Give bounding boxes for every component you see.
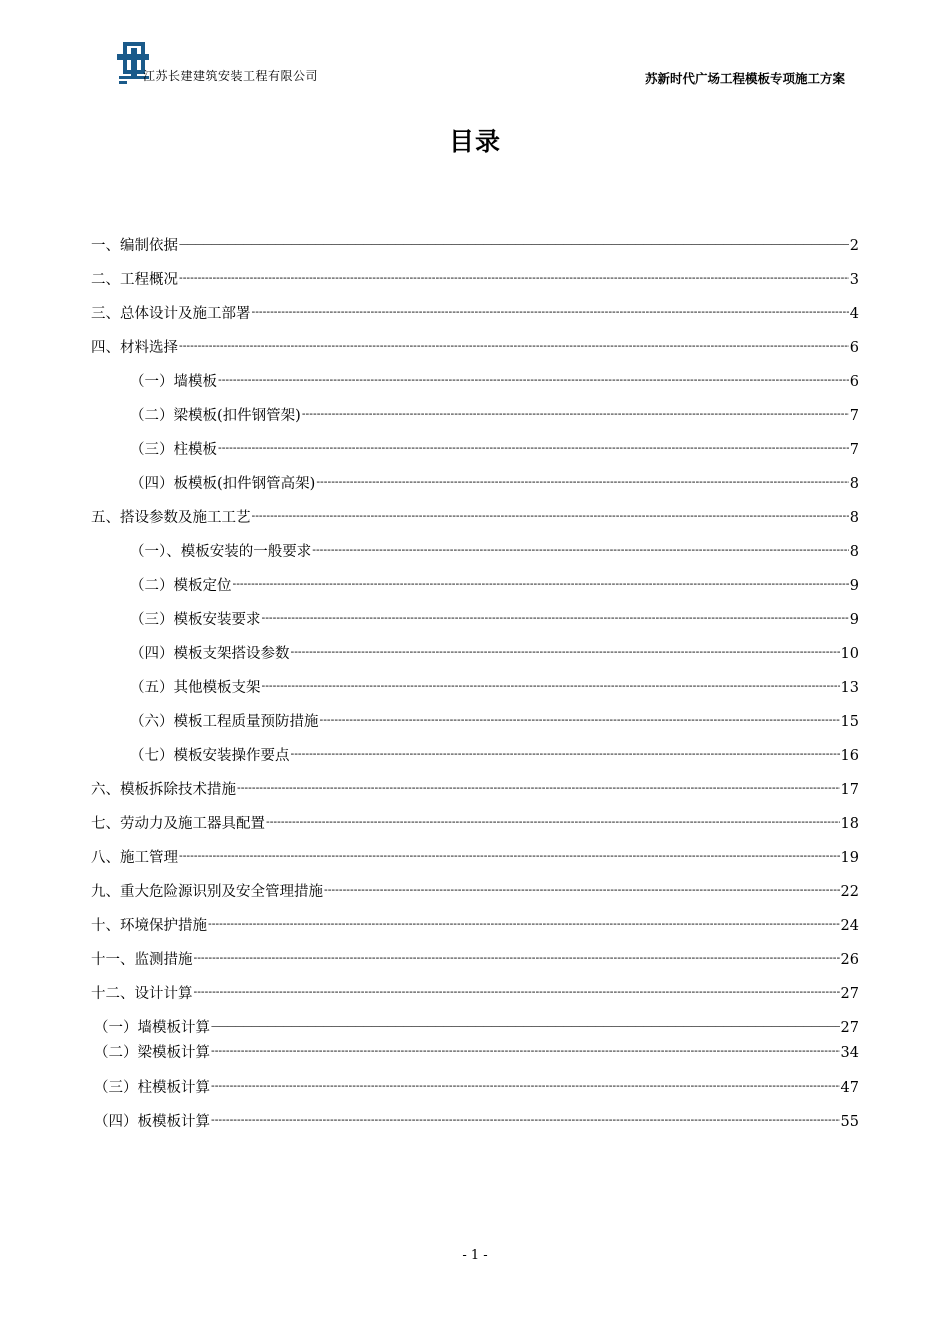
toc-entry-title: 一、编制依据 (91, 238, 178, 254)
toc-entry-page: 9 (849, 578, 859, 594)
toc-entry-page: 18 (840, 816, 859, 832)
toc-entry-page: 7 (849, 408, 859, 424)
toc-entry[interactable] (130, 678, 859, 698)
toc-leader (211, 1110, 840, 1130)
toc-entry-page: 13 (840, 680, 859, 696)
toc-leader (324, 880, 840, 900)
toc-entry[interactable] (91, 508, 859, 528)
toc-entry-page: 17 (840, 782, 859, 798)
toc-entry-page: 55 (840, 1114, 859, 1130)
page-header (115, 40, 845, 90)
toc-leader (211, 1016, 840, 1037)
toc-leader (179, 268, 849, 288)
toc-entry-title: （四）板模板计算 (94, 1114, 210, 1130)
toc-entry-title: （三）模板安装要求 (130, 612, 261, 628)
toc-leader (211, 1041, 840, 1061)
toc-leader (179, 234, 849, 255)
toc-entry[interactable] (130, 610, 859, 630)
toc-leader (211, 1076, 840, 1096)
toc-entry-page: 27 (840, 1020, 859, 1036)
toc-leader (194, 982, 840, 1002)
toc-entry-title: 八、施工管理 (91, 850, 178, 866)
toc-entry-title: （一）墙模板计算 (94, 1020, 210, 1036)
toc-entry-title: （二）梁模板(扣件钢管架) (130, 408, 301, 424)
toc-leader (218, 370, 849, 390)
toc-entry[interactable] (130, 746, 859, 766)
toc-entry-page: 16 (840, 748, 859, 764)
toc-entry-title: （七）模板安装操作要点 (130, 748, 290, 764)
toc-entry-page: 22 (840, 884, 859, 900)
toc-leader (291, 744, 840, 764)
toc-entry-title: （二）梁模板计算 (94, 1045, 210, 1061)
toc-entry-title: （三）柱模板计算 (94, 1080, 210, 1096)
toc-leader (237, 778, 840, 798)
toc-entry-title: 四、材料选择 (91, 340, 178, 356)
toc-entry-page: 15 (840, 714, 859, 730)
toc-entry-title: 六、模板拆除技术措施 (91, 782, 236, 798)
toc-entry[interactable] (91, 304, 859, 324)
toc-entry[interactable] (94, 1018, 859, 1038)
toc-entry-page: 7 (849, 442, 859, 458)
toc-entry[interactable] (91, 848, 859, 868)
toc-entry-title: （三）柱模板 (130, 442, 217, 458)
toc-leader (266, 812, 840, 832)
toc-entry[interactable] (91, 950, 859, 970)
toc-entry-title: 九、重大危险源识别及安全管理措施 (91, 884, 323, 900)
toc-entry-page: 3 (849, 272, 859, 288)
toc-entry-title: （一）、模板安装的一般要求 (130, 544, 312, 560)
toc-entry-page: 24 (840, 918, 859, 934)
toc-entry[interactable] (91, 814, 859, 834)
toc-entry-title: （六）模板工程质量预防措施 (130, 714, 319, 730)
toc-leader (291, 642, 840, 662)
toc-entry-page: 2 (849, 238, 859, 254)
toc-entry-title: 七、劳动力及施工器具配置 (91, 816, 265, 832)
toc-entry-page: 8 (849, 510, 859, 526)
toc-entry[interactable] (91, 338, 859, 358)
toc-entry-title: （四）模板支架搭设参数 (130, 646, 290, 662)
toc-entry[interactable] (130, 644, 859, 664)
toc-entry-page: 6 (849, 374, 859, 390)
toc-entry[interactable] (91, 270, 859, 290)
toc-entry-page: 10 (840, 646, 859, 662)
toc-entry-title: （五）其他模板支架 (130, 680, 261, 696)
toc-entry-title: 十、环境保护措施 (91, 918, 207, 934)
toc-entry-page: 27 (840, 986, 859, 1002)
toc-entry-title: 五、搭设参数及施工工艺 (91, 510, 251, 526)
toc-entry-title: （一）墙模板 (130, 374, 217, 390)
toc-leader (316, 472, 848, 492)
toc-entry[interactable] (130, 474, 859, 494)
company-name: 江苏长建建筑安装工程有限公司 (143, 69, 319, 83)
page-title: 目录 (448, 127, 501, 156)
toc-entry-page: 9 (849, 612, 859, 628)
toc-entry[interactable] (91, 780, 859, 800)
toc-leader (302, 404, 849, 424)
toc-entry-page: 6 (849, 340, 859, 356)
toc-entry-title: 三、总体设计及施工部署 (91, 306, 251, 322)
page-number: - 1 - (462, 1248, 488, 1263)
toc-entry[interactable] (91, 916, 859, 936)
toc-leader (208, 914, 840, 934)
toc-leader (233, 574, 849, 594)
toc-entry[interactable] (130, 440, 859, 460)
toc-entry-page: 8 (849, 476, 859, 492)
toc-entry[interactable] (91, 236, 859, 256)
toc-leader (262, 676, 840, 696)
toc-entry-page: 19 (840, 850, 859, 866)
toc-leader (320, 710, 840, 730)
toc-entry[interactable] (94, 1043, 859, 1063)
toc-entry-title: （二）模板定位 (130, 578, 232, 594)
toc-entry[interactable] (94, 1078, 859, 1098)
toc-entry[interactable] (130, 576, 859, 596)
toc-leader (262, 608, 849, 628)
toc-entry-title: （四）板模板(扣件钢管高架) (130, 476, 316, 492)
toc-entry-title: 十一、监测措施 (91, 952, 193, 968)
toc-entry[interactable] (91, 984, 859, 1004)
toc-entry-page: 8 (849, 544, 859, 560)
toc-entry-page: 34 (840, 1045, 859, 1061)
toc-entry-page: 47 (840, 1080, 859, 1096)
toc-entry[interactable] (94, 1112, 859, 1132)
toc-leader (312, 540, 849, 560)
toc-leader (194, 948, 840, 968)
toc-leader (179, 846, 840, 866)
toc-entry[interactable] (130, 406, 859, 426)
toc-entry[interactable] (91, 882, 859, 902)
toc-leader (252, 506, 849, 526)
toc-leader (252, 302, 849, 322)
toc-entry-page: 26 (840, 952, 859, 968)
toc-entry-title: 十二、设计计算 (91, 986, 193, 1002)
project-title: 苏新时代广场工程模板专项施工方案 (644, 71, 845, 86)
toc-entry-page: 4 (849, 306, 859, 322)
toc-entry[interactable] (130, 542, 859, 562)
toc-leader (218, 438, 849, 458)
toc-entry[interactable] (130, 372, 859, 392)
toc-leader (179, 336, 849, 356)
toc-entry-title: 二、工程概况 (91, 272, 178, 288)
toc-entry[interactable] (130, 712, 859, 732)
